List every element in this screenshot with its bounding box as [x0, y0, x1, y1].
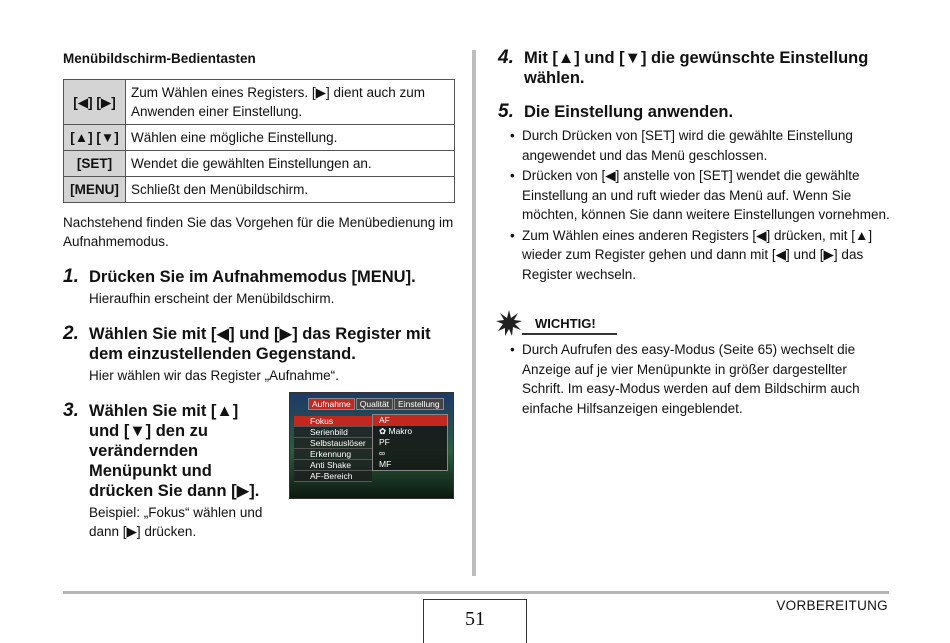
important-badge — [498, 310, 890, 334]
important-bullets — [498, 340, 890, 418]
key-table — [63, 79, 455, 203]
menu-item: Serienbild — [294, 427, 372, 438]
column-divider — [472, 50, 476, 576]
option-item: AF — [373, 415, 447, 426]
step-number: 5. — [498, 101, 514, 122]
option-item: MF — [379, 459, 392, 469]
list-item — [510, 166, 890, 225]
menu-item: AF-Bereich — [294, 471, 372, 482]
bullet-dot: • — [510, 342, 515, 357]
right-column — [498, 47, 890, 416]
menu-item: Fokus — [294, 416, 372, 427]
important-label: WICHTIG! — [535, 316, 596, 331]
bullet-text: Durch Drücken von [SET] wird die gewählte Einstellung angewendet und das Menü geschlossen. — [522, 128, 853, 163]
table-row — [64, 80, 455, 125]
list-item — [510, 126, 890, 165]
section-heading: Menübildschirm-Bedientasten — [63, 51, 256, 66]
important-underline — [522, 333, 617, 335]
step-description: Hier wählen wir das Register „Aufnahme“. — [89, 368, 339, 383]
table-row — [64, 125, 455, 151]
list-item — [510, 226, 890, 285]
bullet-text: Durch Aufrufen des easy-Modus (Seite 65) wechselt die Anzeige auf je vier Menüpunkte in größer dargestellter Schrift. Im easy-Modus werden auf dem Bildschirm auch einfache Hilfsanzeigen eingeblendet. — [522, 342, 860, 416]
key-cell: [SET] — [64, 151, 126, 177]
page-number: 51 — [423, 599, 527, 643]
step-title: Drücken Sie im Aufnahmemodus [MENU]. — [89, 268, 416, 286]
step-5 — [498, 102, 890, 122]
step-title: Wählen Sie mit [◀] und [▶] das Register mit dem einzustellenden Gegenstand. — [89, 325, 431, 363]
step-title: Mit [▲] und [▼] die gewünschte Einstellung wählen. — [524, 49, 869, 87]
table-row — [64, 177, 455, 203]
step-description: Hieraufhin erscheint der Menübildschirm. — [89, 291, 335, 306]
step-1 — [63, 267, 455, 308]
option-item: PF — [379, 437, 390, 447]
tab-qualitaet: Qualität — [356, 398, 393, 410]
step-2 — [63, 324, 455, 385]
step-3 — [63, 401, 273, 541]
tab-einstellung: Einstellung — [394, 398, 444, 410]
intro-paragraph: Nachstehend finden Sie das Vorgehen für die Menübedienung im Aufnahmemodus. — [63, 215, 454, 249]
step-description: Beispiel: „Fokus“ wählen und dann [▶] drücken. — [89, 505, 263, 539]
list-item — [510, 340, 890, 418]
option-item: ∞ — [379, 448, 386, 458]
desc-cell: Wählen eine mögliche Einstellung. — [126, 125, 455, 151]
tab-aufnahme: Aufnahme — [308, 398, 355, 410]
bullet-dot: • — [510, 227, 515, 243]
section-name: VORBEREITUNG — [776, 598, 888, 613]
desc-cell: Wendet die gewählten Einstellungen an. — [126, 151, 455, 177]
table-row — [64, 151, 455, 177]
desc-cell: Zum Wählen eines Registers. [▶] dient auch zum Anwenden einer Einstellung. — [126, 80, 455, 125]
menu-item: Anti Shake — [294, 460, 372, 471]
bullet-text: Zum Wählen eines anderen Registers [◀] drücken, mit [▲] wieder zum Register gehen und dann mit [◀] und [▶] das Register wechseln. — [522, 227, 873, 282]
key-cell: [MENU] — [64, 177, 126, 203]
step-number: 1. — [63, 266, 79, 287]
important-box — [498, 310, 890, 419]
option-item: ✿ Makro — [379, 426, 413, 436]
step-number: 3. — [63, 400, 79, 421]
bullet-text: Drücken von [◀] anstelle von [SET] wendet die gewählte Einstellung an und ruft wieder das Menü auf. Wenn Sie möchten, können Sie dann weitere Einstellungen vornehmen. — [522, 168, 890, 222]
option-list — [372, 414, 448, 471]
camera-menu-screenshot — [289, 392, 454, 499]
desc-cell: Schließt den Menübildschirm. — [126, 177, 455, 203]
bullet-dot: • — [510, 128, 515, 143]
step-title: Die Einstellung anwenden. — [524, 103, 734, 121]
step-4 — [498, 48, 890, 88]
step-5-bullets — [498, 126, 890, 284]
bullet-dot: • — [510, 168, 515, 183]
menu-item: Erkennung — [294, 449, 372, 460]
step-number: 2. — [63, 323, 79, 344]
starburst-icon — [496, 310, 522, 336]
step-title: Wählen Sie mit [▲] und [▼] den zu verändernden Menüpunkt und drücken Sie dann [▶]. — [89, 402, 260, 500]
footer-line — [63, 591, 889, 594]
menu-item: Selbstauslöser — [294, 438, 372, 449]
key-cell: [▲] [▼] — [64, 125, 126, 151]
key-cell: [◀] [▶] — [64, 80, 126, 125]
step-number: 4. — [498, 47, 514, 68]
menu-tabs — [308, 398, 445, 410]
menu-list — [294, 416, 372, 482]
